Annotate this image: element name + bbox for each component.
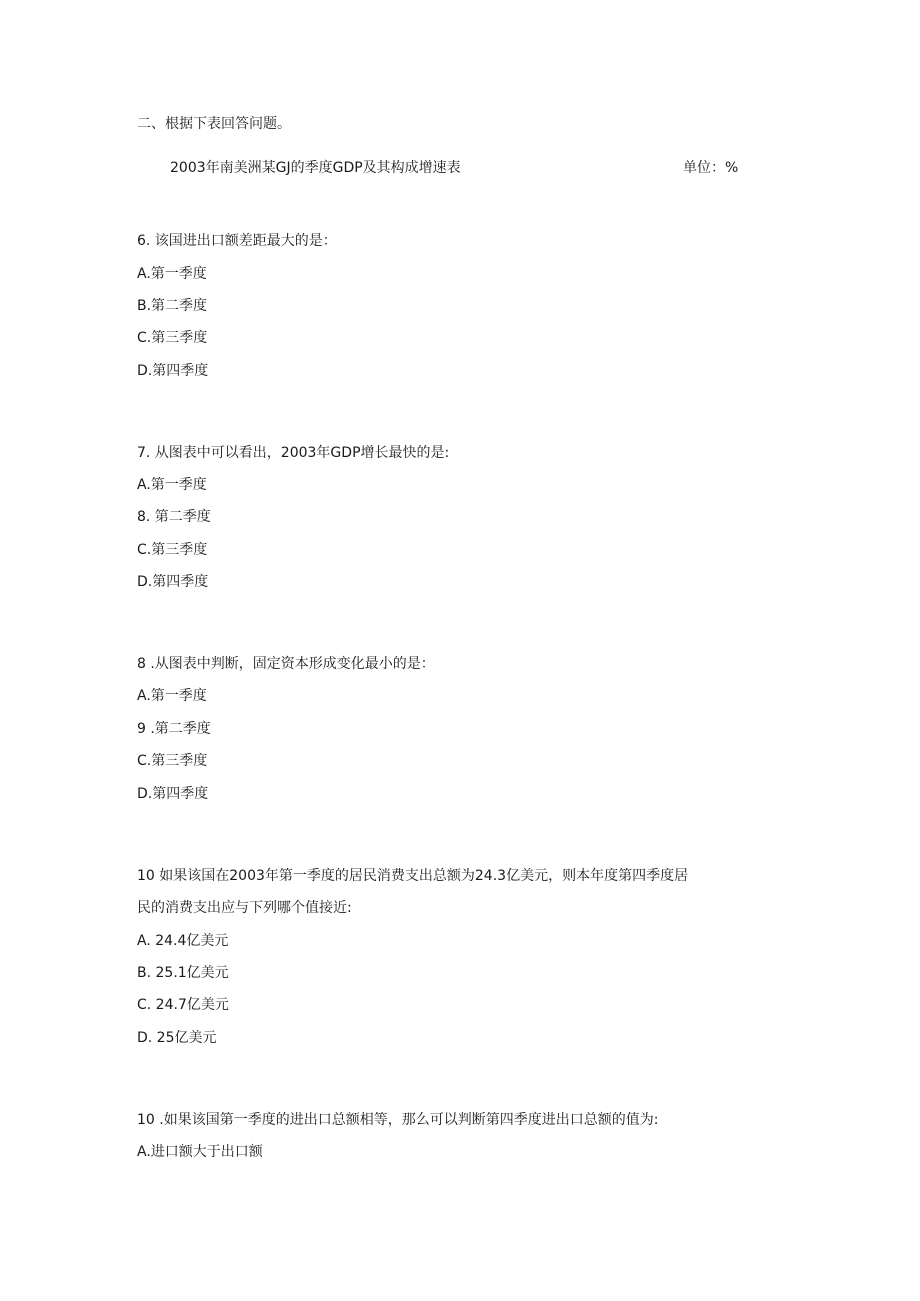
question-7-prompt: 7. 从图表中可以看出，2003年GDP增长最快的是: xyxy=(137,445,450,461)
question-7-option-a: A.第一季度 xyxy=(137,477,207,493)
question-8-option-a: A.第一季度 xyxy=(137,688,207,704)
question-6-option-c: C.第三季度 xyxy=(137,330,208,346)
question-8-option-c: C.第三季度 xyxy=(137,753,208,769)
question-6-prompt: 6. 该国进出口额差距最大的是： xyxy=(137,233,337,249)
question-8-option-d: D.第四季度 xyxy=(137,786,209,802)
table-caption xyxy=(170,158,740,178)
question-8-prompt: 8 .从图表中判断，固定资本形成变化最小的是： xyxy=(137,656,435,672)
question-7-option-b: 8. 第二季度 xyxy=(137,509,211,525)
question-6-option-b: B.第二季度 xyxy=(137,298,208,314)
question-10-option-b: B. 25.1亿美元 xyxy=(137,965,229,981)
question-7-option-d: D.第四季度 xyxy=(137,574,209,590)
table-unit: 单位：% xyxy=(683,160,739,176)
question-10-option-c: C. 24.7亿美元 xyxy=(137,997,229,1013)
question-10-prompt-line2: 民的消费支出应与下列哪个值接近: xyxy=(137,900,352,916)
section-heading: 二、根据下表回答问题。 xyxy=(137,116,291,132)
question-10-prompt-line1: 10 如果该国在2003年第一季度的居民消费支出总额为24.3亿美元，则本年度第四季度居 xyxy=(137,868,689,884)
question-6-option-a: A.第一季度 xyxy=(137,266,207,282)
question-10-option-a: A. 24.4亿美元 xyxy=(137,933,229,949)
question-6-option-d: D.第四季度 xyxy=(137,363,209,379)
question-8-option-b: 9 .第二季度 xyxy=(137,721,211,737)
question-10b-prompt: 10 .如果该国第一季度的进出口总额相等，那么可以判断第四季度进出口总额的值为: xyxy=(137,1112,659,1128)
table-caption-title: 2003年南美洲某GJ的季度GDP及其构成增速表 xyxy=(170,160,461,176)
question-7-option-c: C.第三季度 xyxy=(137,542,208,558)
question-10b-option-a: A.进口额大于出口额 xyxy=(137,1144,263,1160)
question-10-option-d: D. 25亿美元 xyxy=(137,1030,217,1046)
